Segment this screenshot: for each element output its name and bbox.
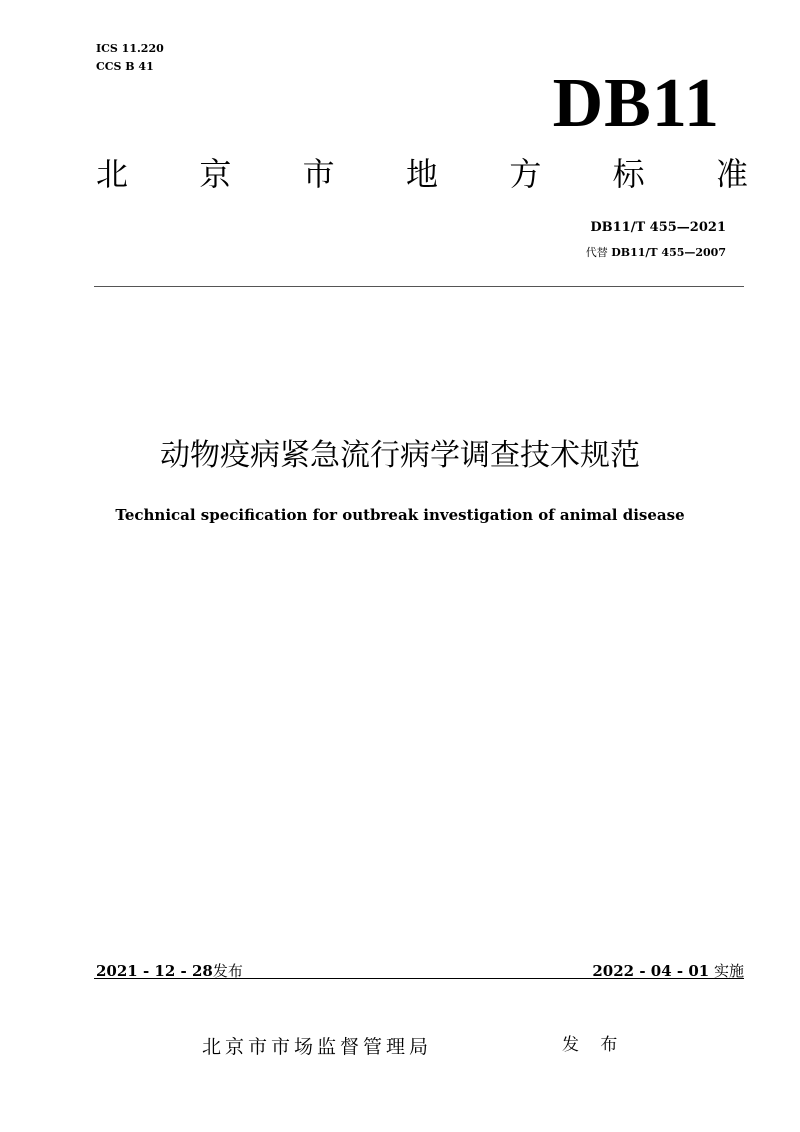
implement-date: 2022 - 04 - 01 (592, 962, 710, 980)
standard-type-char: 京 (199, 155, 232, 193)
standard-type-heading (96, 154, 748, 194)
ics-code: ICS 11.220 (96, 42, 164, 55)
replaces-number: DB11/T 455—2007 (611, 246, 726, 259)
ccs-code: CCS B 41 (96, 60, 154, 73)
db-code: DB11 (552, 65, 720, 142)
standard-type-char: 标 (612, 155, 645, 193)
standard-number: DB11/T 455—2021 (590, 220, 726, 235)
standard-type-char: 北 (96, 155, 129, 193)
standard-type-char: 市 (302, 155, 335, 193)
bottom-divider (94, 978, 744, 979)
issue-label: 发布 (212, 962, 243, 980)
issue-date: 2021 - 12 - 28 (96, 962, 213, 980)
implement-label: 实施 (713, 962, 744, 980)
issuer-name: 北京市市场监督管理局 (202, 1036, 433, 1058)
top-divider (94, 286, 744, 287)
standard-type-char: 准 (715, 155, 748, 193)
replaces-label: 代替 (585, 246, 608, 259)
replaces-line (586, 244, 726, 260)
chinese-title: 动物疫病紧急流行病学调查技术规范 (160, 438, 640, 473)
standard-type-char: 方 (509, 155, 542, 193)
standard-type-char: 地 (405, 155, 438, 193)
english-title: Technical specification for outbreak investigation of animal disease (115, 506, 685, 524)
issue-word: 发 布 (562, 1035, 626, 1055)
